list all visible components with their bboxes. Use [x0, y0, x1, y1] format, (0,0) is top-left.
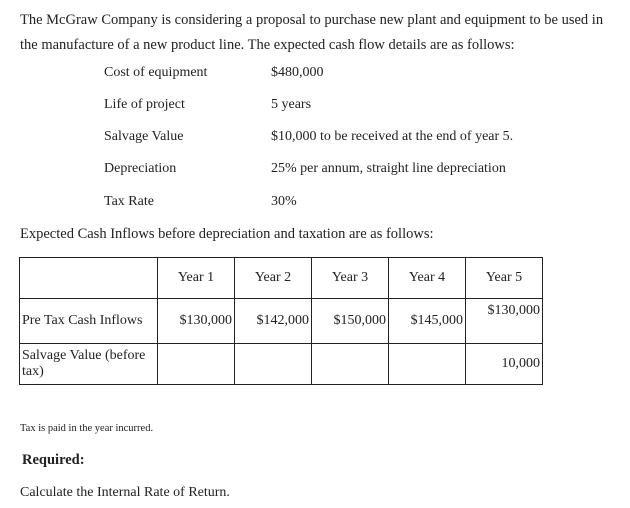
header-year-1: Year 1	[158, 258, 235, 299]
table-header-row	[20, 258, 543, 299]
cash-flow-table	[19, 257, 543, 385]
cell-pre-tax-year-5: $130,000	[466, 299, 543, 344]
cell-salvage-year-5: 10,000	[466, 344, 543, 385]
row-label-pre-tax: Pre Tax Cash Inflows	[20, 299, 158, 344]
detail-label-cost: Cost of equipment	[104, 65, 208, 80]
header-year-4: Year 4	[389, 258, 466, 299]
detail-label-depreciation: Depreciation	[104, 161, 177, 176]
cell-salvage-year-1	[158, 344, 235, 385]
header-year-5: Year 5	[466, 258, 543, 299]
detail-label-life: Life of project	[104, 97, 185, 112]
task-text: Calculate the Internal Rate of Return.	[20, 485, 230, 500]
intro-paragraph: The McGraw Company is considering a proposal to purchase new plant and equipment to be used in the manufacture of a new product line. The expected cash flow details are as follows:	[20, 12, 604, 53]
required-label: Required:	[22, 452, 85, 468]
table-row-salvage	[20, 344, 543, 385]
cell-salvage-year-3	[312, 344, 389, 385]
cell-pre-tax-year-1: $130,000	[158, 299, 235, 344]
header-year-2: Year 2	[235, 258, 312, 299]
cell-pre-tax-year-2: $142,000	[235, 299, 312, 344]
table-heading: Expected Cash Inflows before depreciation and taxation are as follows:	[20, 226, 434, 242]
detail-value-cost: $480,000	[271, 65, 324, 80]
detail-value-salvage: $10,000 to be received at the end of year 5.	[271, 129, 514, 144]
cell-pre-tax-year-3: $150,000	[312, 299, 389, 344]
detail-label-salvage: Salvage Value	[104, 129, 184, 144]
cell-salvage-year-4	[389, 344, 466, 385]
detail-value-life: 5 years	[271, 97, 312, 112]
header-year-3: Year 3	[312, 258, 389, 299]
cell-pre-tax-year-4: $145,000	[389, 299, 466, 344]
cell-salvage-year-2	[235, 344, 312, 385]
header-cell-empty	[20, 258, 158, 299]
detail-value-depreciation: 25% per annum, straight line depreciation	[271, 161, 506, 176]
row-label-salvage: Salvage Value (before tax)	[20, 344, 158, 385]
detail-label-tax-rate: Tax Rate	[104, 194, 154, 209]
tax-note: Tax is paid in the year incurred.	[20, 423, 154, 434]
table-row-pre-tax	[20, 299, 543, 344]
detail-value-tax-rate: 30%	[271, 194, 297, 209]
